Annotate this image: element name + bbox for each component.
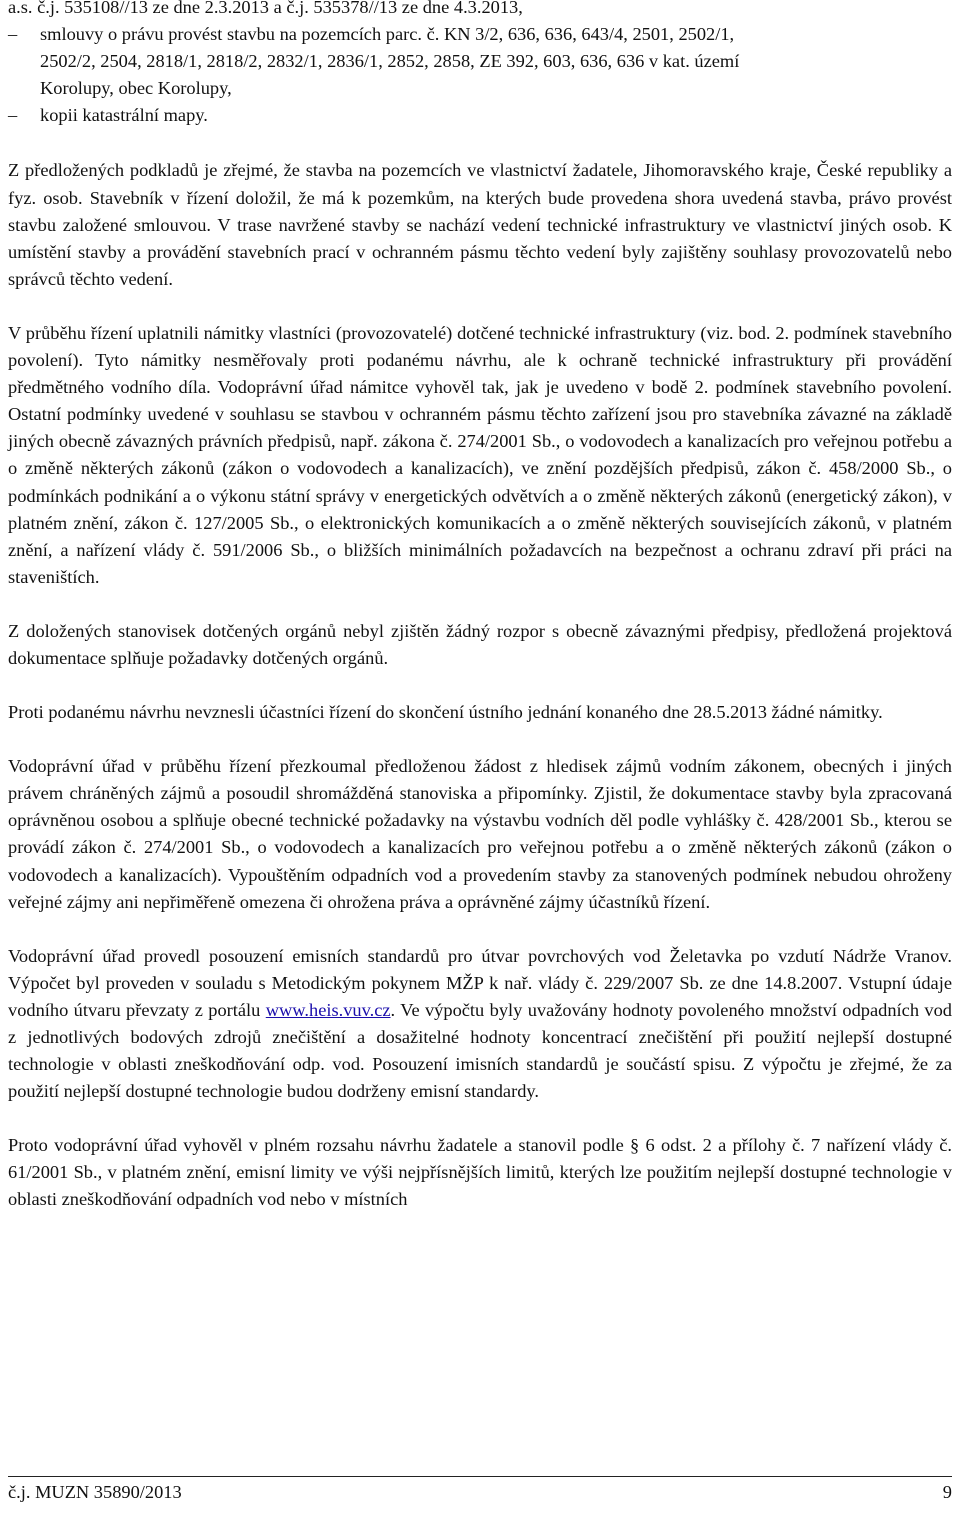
paragraph-objections: V průběhu řízení uplatnili námitky vlastníci (provozovatelé) dotčené technické infrastruktury (viz. bod. 2. podmínek stavebního povolení). Tyto námitky nesměřovaly proti podanému návrhu, ale k ochraně technické infrastruktury při provádění předmětného vodního díla. Vodoprávní úřad námitce vyhověl tak, jak je uvedeno v bodě 2. podmínek stavebního povolení. Ostatní podmínky uvedené v souhlasu se stavbou v ochranném pásmu těchto zařízení jsou pro stavebníka závazné na základě jiných obecně závazných právních předpisů, např. zákona č. 274/2001 Sb., o vodovodech a kanalizacích pro veřejnou potřebu a o změně některých zákonů (zákon o vodovodech a kanalizacích), ve znění pozdějších předpisů, zákon č. 458/2000 Sb., o podmínkách podnikání a o výkonu státní správy v energetických odvětvích a o změně některých zákonů (energetický zákon), v platném znění, zákon č. 127/2005 Sb., o elektronických komunikacích a o změně některých souvisejících zákonů, v platném znění, a nařízení vlády č. 591/2006 Sb., o bližších minimálních požadavcích na bezpečnost a ochranu zdraví při práci na staveništích. (8, 322, 952, 587)
bullet-text: smlouvy o právu provést stavbu na pozemcích parc. č. KN 3/2, 636, 636, 643/4, 2501, 2502/1, (40, 24, 735, 45)
bullet-continuation: Korolupy, obec Korolupy, (40, 78, 232, 99)
heis-portal-link[interactable]: www.heis.vuv.cz (265, 999, 391, 1020)
attachments-list (8, 0, 952, 129)
page-number: 9 (942, 1482, 952, 1502)
paragraph-review: Vodoprávní úřad v průběhu řízení přezkoumal předloženou žádost z hledisek zájmů vodním zákonem, obecných i jiných právem chráněných zájmů a posoudil shromážděná stanoviska a připomínky. Zjistil, že dokumentace stavby byla zpracovaná oprávněnou osobou a splňuje obecné technické požadavky na výstavbu vodních děl podle vyhlášky č. 428/2001 Sb., kterou se provádí zákon č. 274/2001 Sb., o vodovodech a kanalizacích pro veřejnou potřebu a o změně některých zákonů (zákon o vodovodech a kanalizacích). Vypouštěním odpadních vod a provedením stavby za stanovených podmínek nebudou ohroženy veřejné zájmy ani nepřiměřeně omezena či ohrožena práva a oprávněné zájmy účastníků řízení. (8, 756, 952, 912)
text-segment: . Ve výpočtu byly uvažovány hodnoty povoleného množství odpadních vod z jednotlivých bodových zdrojů znečištění a dosažitelné hodnoty koncentrací znečištění při použití nejlepší dostupné technologie v oblasti zneškodňování odp. vod. Posouzení imisních standardů je součástí spisu. Z výpočtu je zřejmé, že za použití nejlepší dostupné technologie budou dodrženy emisní standardy. (8, 999, 952, 1102)
dash-bullet-icon: – (8, 24, 18, 45)
paragraph-no-objections: Proti podanému návrhu nevznesli účastníci řízení do skončení ústního jednání konaného dne 28.5.2013 žádné námitky. (8, 702, 883, 723)
bullet-continuation: 2502/2, 2504, 2818/1, 2818/2, 2832/1, 2836/1, 2852, 2858, ZE 392, 603, 636, 636 v kat. území (40, 51, 740, 72)
paragraph-opinions: Z doložených stanovisek dotčených orgánů nebyl zjištěn žádný rozpor s obecně závaznými předpisy, předložená projektová dokumentace splňuje požadavky dotčených orgánů. (8, 620, 952, 668)
paragraph-emission-standards (8, 943, 952, 1106)
page-footer (8, 1476, 952, 1506)
paragraph-decision: Proto vodoprávní úřad vyhověl v plném rozsahu návrhu žadatele a stanovil podle § 6 odst. 2 a přílohy č. 7 nařízení vlády č. 61/2001 Sb., v platném znění, emisní limity ve výši nejpřísnějších limitů, kterých lze použitím nejlepší dostupné technologie v oblasti zneškodňování odpadních vod nebo v místních (8, 1135, 952, 1210)
text-segment: Vodoprávní úřad provedl posouzení emisních standardů pro útvar povrchových vod Želetavka po vzdutí Nádrže Vranov. Výpočet byl proveden v souladu s Metodickým pokynem MŽP k nař. vlády č. 229/2007 Sb. ze dne 14.8.2007. Vstupní údaje vodního útvaru převzaty z portálu (8, 945, 952, 1020)
attachment-line: a.s. č.j. 535108//13 ze dne 2.3.2013 a č.j. 535378//13 ze dne 4.3.2013, (8, 0, 523, 17)
attachment-bullet-contracts (8, 21, 952, 48)
footer-reference: č.j. MUZN 35890/2013 (8, 1482, 182, 1502)
spacer (8, 129, 952, 157)
bullet-text: kopii katastrální mapy. (40, 105, 208, 126)
paragraph-documents: Z předložených podkladů je zřejmé, že stavba na pozemcích ve vlastnictví žadatele, Jihomoravského kraje, České republiky a fyz. osob. Stavebník v řízení doložil, že má k pozemkům, na kterých bude provedena shora uvedená stavba, právo provést stavbu založené smlouvou. V trase navržené stavby se nachází vedení technické infrastruktury ve vlastnictví jiných osob. K umístění stavby a provádění stavebních prací v ochranném pásmu těchto vedení byly zajištěny souhlasy provozovatelů nebo správců těchto vedení. (8, 160, 952, 289)
dash-bullet-icon: – (8, 105, 18, 126)
attachment-bullet-map (8, 102, 952, 129)
